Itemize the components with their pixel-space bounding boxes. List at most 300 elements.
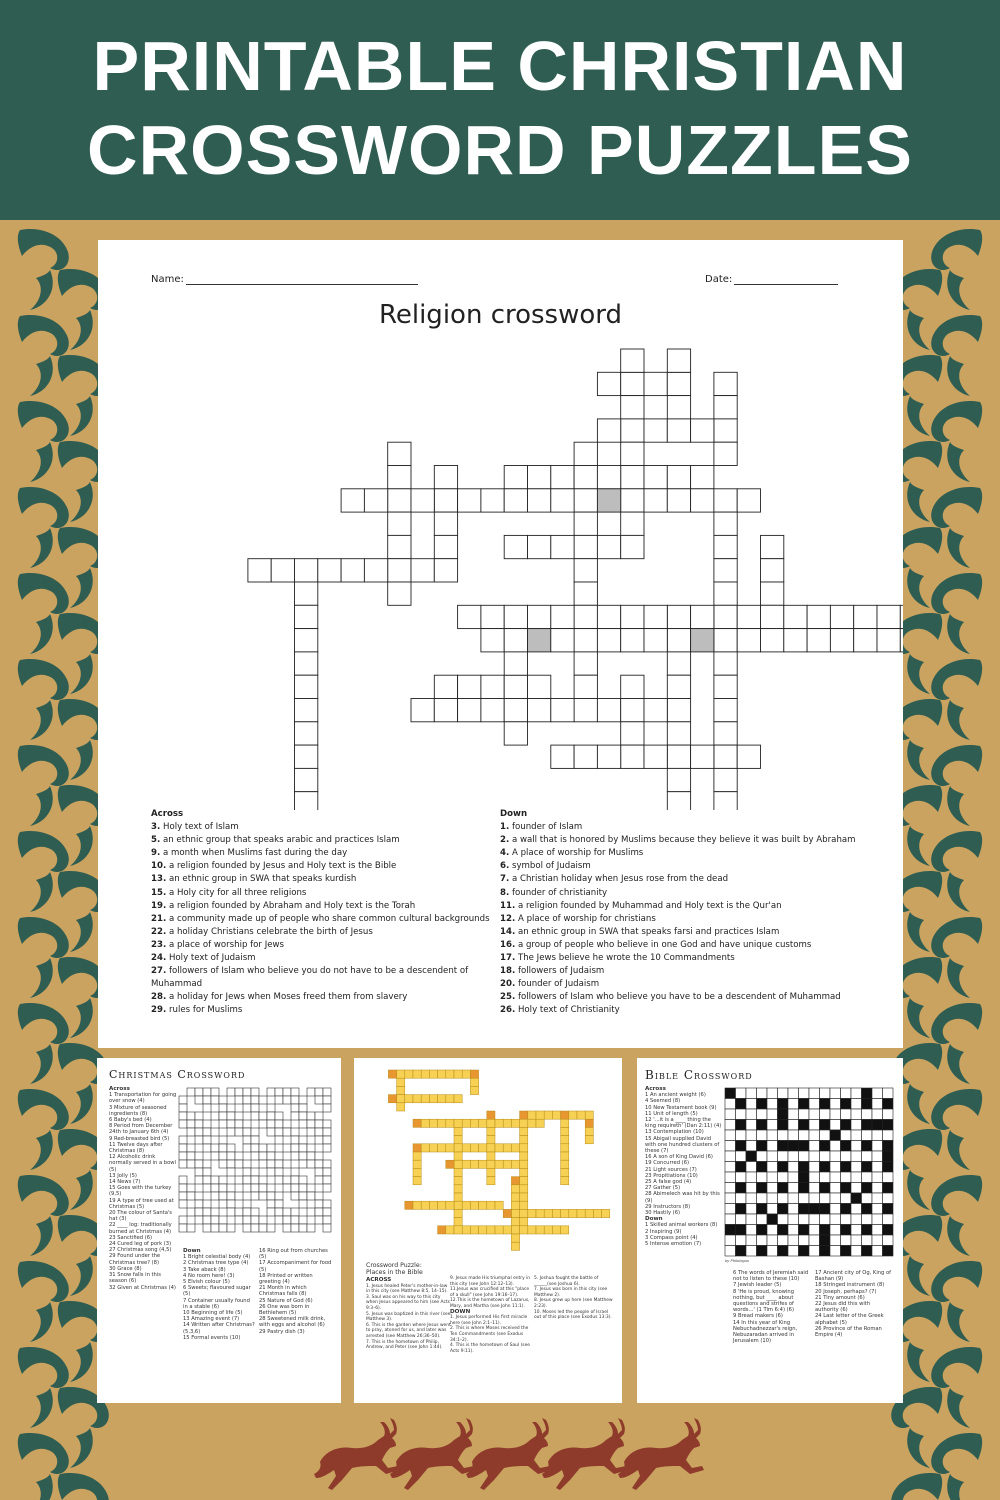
grid-cell[interactable] [597,745,620,768]
grid-cell[interactable] [877,629,900,652]
grid-cell[interactable] [458,675,481,698]
mini-grid-cell [323,1184,331,1192]
grid-cell[interactable] [714,629,737,652]
clue-item: 6 The words of Jeremiah said not to listen to these (10) [733,1270,809,1283]
grid-cell[interactable] [481,605,504,628]
grid-cell[interactable] [504,722,527,745]
mini-grid-cell [736,1099,747,1110]
grid-cell[interactable] [621,349,644,372]
mini-grid-cell [809,1162,820,1173]
grid-cell[interactable] [621,466,644,489]
grid-cell[interactable] [644,745,667,768]
grid-cell[interactable] [388,442,411,465]
clue-item: 3 Mixture of seasoned ingredients (8) [109,1104,167,1117]
grid-cell[interactable] [574,535,597,558]
grid-cell[interactable] [295,745,318,768]
mini-grid-cell [487,1152,495,1160]
christmas-crossword-thumbnail[interactable] [97,1058,341,1403]
clue-item: 10 Beginning of life (5) [183,1310,243,1317]
clue-number: 17. [500,953,516,964]
grid-cell[interactable] [434,559,457,582]
down-clue [500,821,870,834]
grid-cell[interactable] [667,489,690,512]
mini-grid-cell [195,1200,203,1208]
grid-cell[interactable] [271,559,294,582]
mini-grid-cell [799,1120,810,1131]
mini-grid-cell [851,1246,862,1257]
clue-item: 23 Sanctified (6) [109,1234,153,1241]
grid-cell[interactable] [621,745,644,768]
mini-grid-cell [267,1128,275,1136]
mini-grid-cell [291,1192,299,1200]
grid-cell[interactable] [574,605,597,628]
mini-grid-cell [291,1208,299,1216]
mini-grid-cell [746,1225,757,1236]
grid-cell[interactable] [504,489,527,512]
grid-cell[interactable] [481,489,504,512]
grid-cell[interactable] [621,722,644,745]
grid-cell[interactable] [621,396,644,419]
mini-grid-cell [872,1235,883,1246]
down-clue [500,900,870,913]
clue-item: 8 'He is proud, knowing nothing, but ____ about questions and strifes of words...' (1 Tim 6:4) (6) [733,1288,795,1314]
mini-grid-cell [187,1128,195,1136]
mini-grid-cell [830,1214,841,1225]
grid-cell[interactable] [597,489,620,512]
mini-grid-cell [778,1088,789,1099]
mini-grid-cell [267,1224,275,1232]
grid-cell[interactable] [714,652,737,675]
grid-cell[interactable] [761,629,784,652]
grid-cell[interactable] [574,512,597,535]
mini-grid-cell [820,1120,831,1131]
grid-cell[interactable] [597,629,620,652]
grid-cell[interactable] [667,396,690,419]
grid-cell[interactable] [691,489,714,512]
grid-cell[interactable] [551,489,574,512]
grid-cell[interactable] [714,419,737,442]
grid-cell[interactable] [481,675,504,698]
mini-grid-cell [809,1141,820,1152]
mini-grid-cell [479,1119,487,1127]
mini-grid-cell [841,1130,852,1141]
grid-cell[interactable] [667,419,690,442]
clue-number: 24. [151,953,167,964]
grid-cell[interactable] [364,489,387,512]
mini-grid-cell [788,1214,799,1225]
mini-grid-cell [267,1160,275,1168]
clue-item: 18 Printed or written greeting (4) [259,1272,313,1286]
grid-cell[interactable] [295,605,318,628]
mini-grid-cell [809,1099,820,1110]
grid-cell[interactable] [597,535,620,558]
mini-grid-cell [299,1216,307,1224]
grid-cell[interactable] [504,629,527,652]
grid-cell[interactable] [551,745,574,768]
mini-grid-cell [299,1152,307,1160]
grid-cell[interactable] [714,675,737,698]
mini-grid-cell [307,1160,315,1168]
grid-cell[interactable] [528,699,551,722]
grid-cell[interactable] [295,768,318,791]
grid-cell[interactable] [504,699,527,722]
grid-cell[interactable] [528,466,551,489]
mini-grid-cell [397,1078,405,1086]
mini-grid-cell [283,1088,291,1096]
mini-grid-cell [495,1119,503,1127]
grid-cell[interactable] [388,559,411,582]
mini-grid-cell [725,1162,736,1173]
grid-cell[interactable] [621,489,644,512]
mini-grid-cell [479,1144,487,1152]
grid-cell[interactable] [621,442,644,465]
mini-grid-cell [736,1183,747,1194]
clue-item: 23 Propitiations (10) [645,1172,698,1179]
mini-grid-cell [323,1136,331,1144]
grid-cell[interactable] [761,559,784,582]
grid-cell[interactable] [388,489,411,512]
grid-cell[interactable] [574,442,597,465]
grid-cell[interactable] [434,489,457,512]
grid-cell[interactable] [644,605,667,628]
mini-grid-cell [799,1151,810,1162]
grid-cell[interactable] [295,559,318,582]
grid-cell[interactable] [714,699,737,722]
grid-cell[interactable] [341,559,364,582]
grid-cell[interactable] [644,699,667,722]
mini-grid-cell [454,1218,462,1226]
grid-cell[interactable] [761,582,784,605]
grid-cell[interactable] [388,582,411,605]
grid-cell[interactable] [854,629,877,652]
grid-cell[interactable] [458,489,481,512]
grid-cell[interactable] [761,535,784,558]
grid-cell[interactable] [714,396,737,419]
mini-grid-cell [788,1193,799,1204]
clue-item: 15 Abigail supplied David with one hundred clusters of these (7) [645,1135,720,1155]
mini-grid-cell [413,1160,421,1168]
grid-cell[interactable] [644,419,667,442]
across-clue [151,873,491,886]
grid-cell[interactable] [667,745,690,768]
grid-cell[interactable] [621,605,644,628]
grid-cell[interactable] [434,512,457,535]
mini-grid-cell [179,1192,187,1200]
mini-grid-cell [259,1120,267,1128]
grid-cell[interactable] [295,629,318,652]
grid-cell[interactable] [295,582,318,605]
grid-cell[interactable] [900,629,903,652]
crossword-grid[interactable] [98,240,903,810]
clue-item: 25 A false god (4) [645,1179,692,1186]
grid-cell[interactable] [667,466,690,489]
grid-cell[interactable] [434,466,457,489]
mini-grid-cell [203,1208,211,1216]
clue-text: a holiday Christians celebrate the birth of Jesus [166,926,373,937]
grid-cell[interactable] [551,535,574,558]
grid-cell[interactable] [714,489,737,512]
grid-cell[interactable] [318,559,341,582]
grid-cell[interactable] [295,722,318,745]
grid-cell[interactable] [691,466,714,489]
grid-cell[interactable] [644,489,667,512]
mini-grid-cell [569,1209,577,1217]
grid-cell[interactable] [691,629,714,652]
mini-grid-cell [820,1088,831,1099]
clue-item: 27 Christmas song (4,5) [109,1247,172,1254]
mini-grid-cell [323,1096,331,1104]
mini-grid-cell [413,1070,421,1078]
grid-cell[interactable] [807,629,830,652]
grid-cell[interactable] [458,699,481,722]
grid-cell[interactable] [574,652,597,675]
grid-cell[interactable] [667,605,690,628]
grid-cell[interactable] [551,605,574,628]
grid-cell[interactable] [364,559,387,582]
grid-cell[interactable] [551,699,574,722]
clue-number: 12. [500,913,516,924]
mini-grid-cell [778,1204,789,1215]
mini-grid-cell [195,1192,203,1200]
mini-grid-cell [809,1204,820,1215]
mini-grid-cell [267,1112,275,1120]
grid-cell[interactable] [714,559,737,582]
grid-cell[interactable] [574,699,597,722]
grid-cell[interactable] [900,605,903,628]
mini-grid-cell [757,1162,768,1173]
clue-text: a community made up of people who share common cultural backgrounds [166,913,490,924]
mini-grid-cell [251,1104,259,1112]
mini-grid-cell [413,1119,421,1127]
mini-grid-cell [788,1088,799,1099]
grid-cell[interactable] [784,605,807,628]
grid-cell[interactable] [295,675,318,698]
grid-cell[interactable] [458,605,481,628]
mini-grid-cell [872,1120,883,1131]
grid-cell[interactable] [528,535,551,558]
mini-grid-cell [788,1151,799,1162]
mini-grid-cell [820,1235,831,1246]
mini-grid-cell [446,1201,454,1209]
grid-cell[interactable] [528,489,551,512]
mini-grid-cell [544,1226,552,1234]
grid-cell[interactable] [667,372,690,395]
grid-cell[interactable] [411,559,434,582]
mini-grid-cell [299,1192,307,1200]
mini-grid-cell [528,1209,536,1217]
mini-grid-cell [520,1201,528,1209]
grid-cell[interactable] [667,722,690,745]
grid-cell[interactable] [830,605,853,628]
mini-grid-cell [438,1095,446,1103]
grid-cell[interactable] [854,605,877,628]
mini-grid-cell [211,1176,219,1184]
grid-cell[interactable] [528,605,551,628]
grid-cell[interactable] [667,675,690,698]
grid-cell[interactable] [667,699,690,722]
mini-grid-cell [862,1099,873,1110]
clue-item: 2 Inspiring (9) [645,1228,682,1235]
mini-grid-cell [179,1176,187,1184]
grid-cell[interactable] [504,652,527,675]
grid-cell[interactable] [574,582,597,605]
grid-cell[interactable] [737,489,760,512]
mini-grid-cell [487,1136,495,1144]
mini-grid-cell [872,1214,883,1225]
grid-cell[interactable] [667,629,690,652]
grid-cell[interactable] [714,512,737,535]
grid-cell[interactable] [714,605,737,628]
grid-cell[interactable] [830,629,853,652]
across-clue [151,991,491,1004]
mini-grid-cell [454,1144,462,1152]
mini-grid-cell [470,1160,478,1168]
grid-cell[interactable] [597,605,620,628]
clue-item: 3. Saul was on his way to this city when Jesus appeared to him (see Acts 9:3–6). [366,1294,450,1311]
grid-cell[interactable] [667,768,690,791]
grid-cell[interactable] [737,745,760,768]
grid-cell[interactable] [481,699,504,722]
grid-cell[interactable] [434,675,457,698]
clue-item: 8. Jesus grew up here (see Matthew 2:23). [534,1298,613,1309]
mini-grid-cell [413,1095,421,1103]
mini-grid-cell [851,1183,862,1194]
christmas-down-clues [183,1248,255,1341]
mini-grid-cell [454,1209,462,1217]
grid-cell[interactable] [714,745,737,768]
grid-cell[interactable] [411,489,434,512]
grid-cell[interactable] [388,535,411,558]
mini-grid-cell [323,1224,331,1232]
down-clue [500,873,870,886]
grid-cell[interactable] [504,675,527,698]
grid-cell[interactable] [574,675,597,698]
grid-cell[interactable] [691,745,714,768]
grid-cell[interactable] [714,722,737,745]
grid-cell[interactable] [574,466,597,489]
grid-cell[interactable] [295,699,318,722]
grid-cell[interactable] [644,372,667,395]
grid-cell[interactable] [714,582,737,605]
mini-grid-cell [211,1096,219,1104]
grid-cell[interactable] [691,605,714,628]
mini-grid-cell [275,1120,283,1128]
grid-cell[interactable] [504,535,527,558]
grid-cell[interactable] [667,349,690,372]
grid-cell[interactable] [621,699,644,722]
grid-cell[interactable] [877,605,900,628]
mini-grid-cell [746,1109,757,1120]
mini-grid-cell [421,1119,429,1127]
grid-cell[interactable] [784,629,807,652]
clue-item: 16 Ring out from churches (5) [259,1248,328,1261]
clue-item: 6 Baby's bed (4) [109,1117,152,1124]
mini-grid-cell [495,1226,503,1234]
places-crossword-thumbnail[interactable] [354,1058,622,1403]
mini-grid-cell [830,1183,841,1194]
grid-cell[interactable] [761,605,784,628]
grid-cell[interactable] [621,372,644,395]
grid-cell[interactable] [597,466,620,489]
grid-cell[interactable] [621,419,644,442]
grid-cell[interactable] [644,629,667,652]
mini-grid-cell [830,1172,841,1183]
grid-cell[interactable] [621,512,644,535]
grid-cell[interactable] [714,442,737,465]
grid-cell[interactable] [714,535,737,558]
mini-grid-cell [251,1168,259,1176]
grid-cell[interactable] [807,605,830,628]
grid-cell[interactable] [574,559,597,582]
mini-grid-cell [243,1144,251,1152]
grid-cell[interactable] [737,605,760,628]
grid-cell[interactable] [621,629,644,652]
mini-grid-cell [788,1225,799,1236]
grid-cell[interactable] [714,372,737,395]
mini-grid-cell [446,1095,454,1103]
grid-cell[interactable] [504,466,527,489]
grid-cell[interactable] [388,466,411,489]
grid-cell[interactable] [528,675,551,698]
mini-grid-cell [203,1120,211,1128]
mini-grid-cell [299,1120,307,1128]
grid-cell[interactable] [481,629,504,652]
grid-cell[interactable] [434,699,457,722]
mini-grid-cell [841,1235,852,1246]
mini-grid-cell [767,1172,778,1183]
grid-cell[interactable] [295,652,318,675]
grid-cell[interactable] [691,419,714,442]
mini-grid-cell [219,1120,227,1128]
mini-grid-cell [883,1109,894,1120]
grid-cell[interactable] [644,466,667,489]
grid-cell[interactable] [411,699,434,722]
grid-cell[interactable] [434,535,457,558]
mini-grid-cell [267,1200,275,1208]
grid-cell[interactable] [621,535,644,558]
grid-cell[interactable] [504,605,527,628]
grid-cell[interactable] [597,419,620,442]
clue-text: founder of Islam [509,822,583,833]
grid-cell[interactable] [341,489,364,512]
grid-cell[interactable] [597,372,620,395]
clue-item: 21 Tiny amount (6) [815,1294,865,1301]
grid-cell[interactable] [667,652,690,675]
grid-cell[interactable] [574,629,597,652]
grid-cell[interactable] [714,768,737,791]
grid-cell[interactable] [551,466,574,489]
mini-grid-cell [561,1144,569,1152]
mini-grid-cell [243,1168,251,1176]
grid-cell[interactable] [248,559,271,582]
grid-cell[interactable] [597,699,620,722]
grid-cell[interactable] [737,629,760,652]
grid-cell[interactable] [528,629,551,652]
grid-cell[interactable] [388,512,411,535]
grid-cell[interactable] [574,489,597,512]
grid-cell[interactable] [621,675,644,698]
bible-crossword-thumbnail[interactable] [637,1058,903,1403]
mini-grid-cell [438,1226,446,1234]
mini-grid-cell [746,1130,757,1141]
mini-grid-cell [454,1127,462,1135]
grid-cell[interactable] [574,745,597,768]
grid-cell[interactable] [551,629,574,652]
mini-grid-cell [511,1209,519,1217]
mini-grid-cell [561,1226,569,1234]
clue-item: 5. Jesus was baptized in this river (see Matthew 3). [366,1311,451,1323]
mini-grid-cell [809,1172,820,1183]
